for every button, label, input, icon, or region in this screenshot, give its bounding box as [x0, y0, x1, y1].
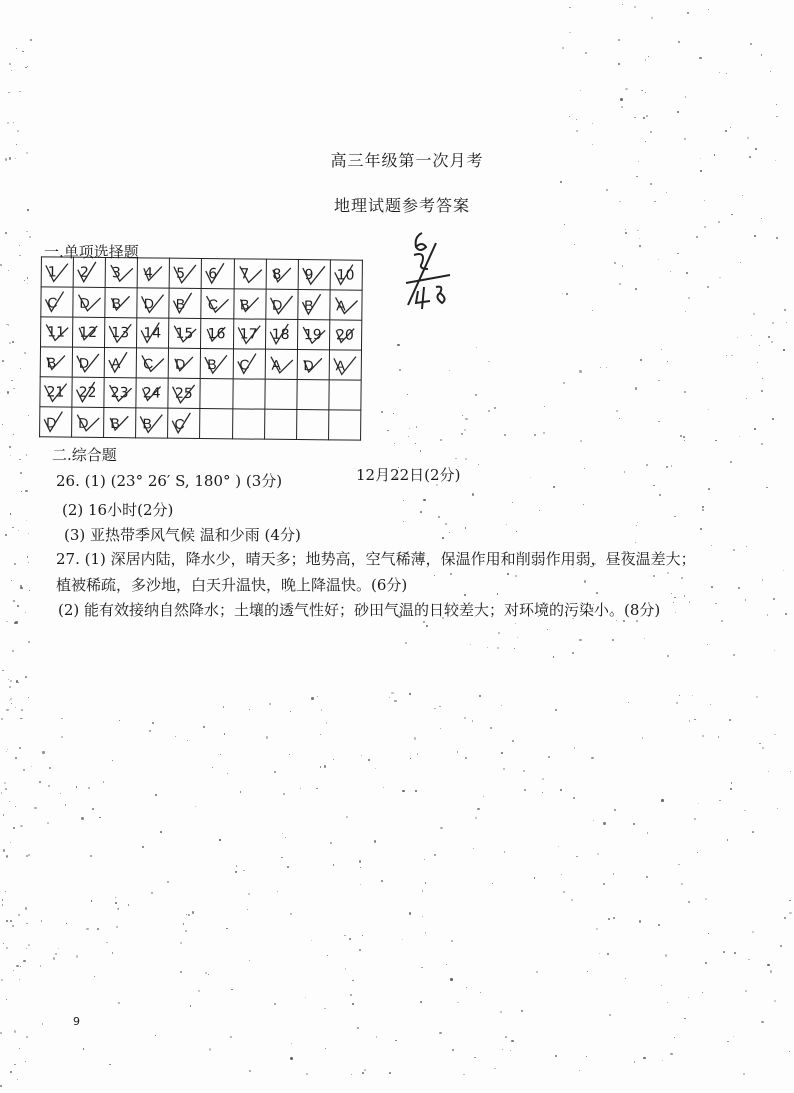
cell-text: C — [239, 355, 250, 373]
table-cell — [298, 290, 330, 320]
table-cell — [41, 287, 73, 317]
table-cell — [169, 348, 201, 378]
table-cell — [73, 257, 105, 287]
table-cell — [137, 318, 169, 348]
answer-table — [39, 256, 363, 440]
table-cell — [233, 289, 265, 319]
table-cell — [137, 258, 169, 288]
table-cell — [297, 320, 329, 350]
table-row — [40, 407, 361, 440]
section-heading-comprehensive: 二.综合题 — [52, 446, 117, 464]
page-number: 9 — [73, 1015, 80, 1028]
table-cell — [234, 259, 266, 289]
cell-text: D — [78, 414, 89, 431]
cell-text: C — [143, 354, 154, 372]
table-cell — [297, 350, 329, 380]
cell-text: 25 — [174, 385, 193, 402]
cell-text: D — [78, 354, 90, 371]
cell-text: 10 — [336, 266, 355, 284]
cell-text: D — [175, 355, 186, 372]
cell-text: A — [335, 356, 346, 374]
cell-text: B — [110, 414, 120, 431]
table-cell — [169, 318, 201, 348]
table-cell — [169, 288, 201, 318]
table-cell — [170, 258, 202, 288]
table-cell — [330, 260, 362, 290]
cell-text: A — [271, 356, 281, 373]
table-cell — [201, 289, 233, 319]
handwritten-score — [400, 225, 460, 315]
cell-text: 11 — [47, 323, 66, 341]
table-cell — [41, 317, 73, 347]
cell-text: B — [46, 353, 57, 370]
table-cell — [201, 348, 233, 378]
cell-text: 16 — [207, 325, 226, 342]
table-cell — [168, 408, 200, 438]
table-row — [41, 257, 362, 290]
cell-text: 22 — [78, 384, 97, 401]
section-heading-choice: 一.单项选择题 — [44, 243, 139, 261]
cell-text: 2 — [79, 264, 89, 281]
table-cell — [72, 377, 104, 407]
table-cell — [265, 349, 297, 379]
table-cell — [105, 287, 137, 317]
table-cell — [328, 410, 360, 440]
table-cell — [233, 319, 265, 349]
table-cell — [40, 377, 72, 407]
cell-text: 12 — [79, 324, 98, 341]
table-cell — [233, 349, 265, 379]
table-cell — [136, 408, 168, 438]
cell-text: D — [46, 413, 57, 430]
table-cell — [265, 289, 297, 319]
table-cell — [136, 378, 168, 408]
table-cell — [329, 320, 361, 350]
page-subtitle: 地理试题参考答案 — [333, 196, 470, 215]
cell-text: B — [239, 295, 250, 313]
cell-text: D — [143, 294, 154, 312]
cell-text: 5 — [176, 265, 186, 282]
table-cell — [72, 407, 104, 437]
cell-text: 4 — [143, 264, 154, 281]
table-row — [40, 377, 361, 410]
cell-text: D — [303, 356, 314, 373]
table-cell — [72, 347, 104, 377]
cell-text: 17 — [239, 325, 258, 343]
table-cell — [168, 378, 200, 408]
cell-text: 7 — [240, 265, 250, 283]
table-cell — [265, 379, 297, 409]
table-cell — [264, 409, 296, 439]
cell-text: 1 — [47, 263, 57, 280]
table-cell — [104, 347, 136, 377]
table-cell — [297, 380, 329, 410]
q27-part1: 27. (1) 深居内陆，降水少，晴天多；地势高，空气稀薄，保温作用和削弱作用弱，昼夜温差大；植被稀疏，多沙地，白天升温快，晚上降温快。(6分) — [56, 550, 696, 594]
table-cell — [104, 407, 136, 437]
cell-text: A — [336, 296, 346, 314]
cell-text: A — [110, 354, 121, 371]
cell-text: 15 — [175, 325, 194, 342]
table-cell — [329, 380, 361, 410]
q26-part3: (3) 亚热带季风气候 温和少雨 (4分) — [64, 526, 301, 544]
cell-text: 23 — [110, 384, 129, 401]
cell-text: C — [207, 295, 219, 312]
table-cell — [73, 317, 105, 347]
table-cell — [200, 378, 232, 408]
cell-text: 13 — [111, 324, 130, 341]
table-row — [41, 287, 362, 320]
table-cell — [330, 290, 362, 320]
cell-text: D — [79, 294, 90, 311]
table-cell — [232, 409, 264, 439]
cell-text: 6 — [208, 265, 218, 282]
cell-text: 21 — [46, 383, 65, 401]
q26-part2: (2) 16小时(2分) — [62, 501, 174, 519]
cell-text: C — [47, 293, 58, 310]
table-cell — [265, 319, 297, 349]
table-cell — [41, 257, 73, 287]
cell-text: 3 — [111, 264, 121, 281]
table-cell — [137, 288, 169, 318]
cell-text: B — [304, 296, 314, 313]
table-cell — [40, 347, 72, 377]
q26-part1: 26. (1) (23° 26′ S, 180° ) (3分) — [56, 472, 283, 490]
cell-text: 20 — [335, 326, 354, 344]
cell-text: B — [142, 414, 152, 431]
cell-text: 19 — [303, 326, 322, 343]
table-cell — [202, 259, 234, 289]
cell-text: D — [272, 296, 283, 313]
table-cell — [200, 408, 232, 438]
cell-text: 18 — [271, 326, 290, 343]
page-title: 高三年级第一次月考 — [330, 151, 484, 170]
table-cell — [73, 287, 105, 317]
table-cell — [104, 377, 136, 407]
cell-text: B — [207, 355, 217, 372]
cell-text: C — [174, 415, 185, 432]
table-row — [41, 317, 362, 350]
table-cell — [266, 259, 298, 289]
cell-text: B — [111, 294, 122, 311]
table-cell — [201, 319, 233, 349]
table-cell — [105, 317, 137, 347]
q27-part2: (2) 能有效接纳自然降水；土壤的透气性好；砂田气温的日较差大；对环境的污染小。(8分) — [58, 601, 661, 619]
cell-text: B — [175, 295, 186, 312]
cell-text: 9 — [304, 266, 314, 283]
table-cell — [296, 410, 328, 440]
cell-text: 14 — [143, 324, 162, 342]
table-cell — [298, 260, 330, 290]
cell-text: 8 — [272, 266, 282, 283]
table-cell — [329, 350, 361, 380]
q26-part1-date: 12月22日(2分) — [356, 466, 461, 484]
table-row — [40, 347, 361, 380]
table-cell — [40, 407, 72, 437]
table-cell — [105, 257, 137, 287]
table-cell — [232, 379, 264, 409]
cell-text: 24 — [142, 384, 161, 402]
table-cell — [136, 348, 168, 378]
